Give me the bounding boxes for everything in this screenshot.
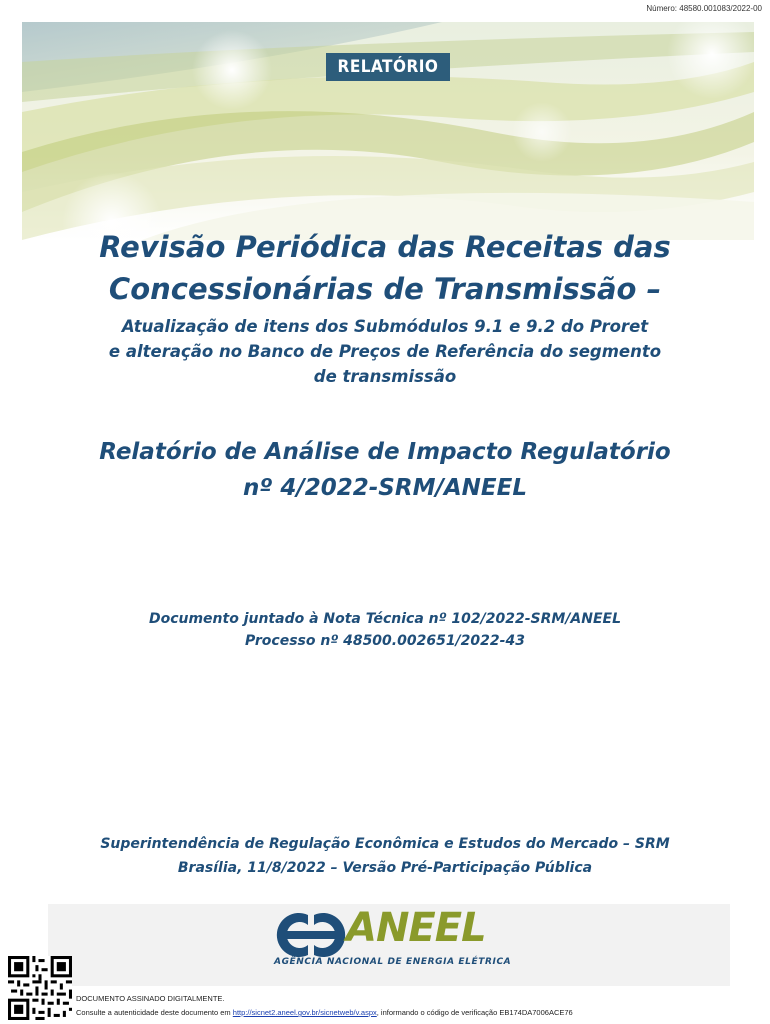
authenticity-notice — [76, 1008, 573, 1017]
footer-org — [0, 832, 770, 880]
subtitle-line-1: Atualização de itens dos Submódulos 9.1 e 9.2 do Proret — [121, 317, 649, 336]
subtitle-line-3: de transmissão — [313, 367, 457, 386]
qr-code-icon — [8, 956, 72, 1020]
signature-notice: DOCUMENTO ASSINADO DIGITALMENTE. — [76, 994, 225, 1003]
report-badge: RELATÓRIO — [326, 53, 450, 81]
logo-wordmark: ANEEL — [346, 905, 486, 951]
report-line-1: Relatório de Análise de Impacto Regulatório — [99, 439, 671, 465]
title-line-2: Concessionárias de Transmissão – — [108, 272, 662, 306]
subtitle-line-2: e alteração no Banco de Preços de Referência do segmento — [108, 342, 662, 361]
attachment-line-2: Processo nº 48500.002651/2022-43 — [245, 633, 525, 649]
authenticity-prefix: Consulte a autenticidade deste documento em — [76, 1008, 233, 1017]
report-heading — [0, 434, 770, 506]
document-number: Número: 48580.001083/2022-00 — [646, 4, 762, 13]
logo-subtitle: AGÊNCIA NACIONAL DE ENERGIA ELÉTRICA — [274, 957, 512, 967]
report-line-2: nº 4/2022-SRM/ANEEL — [242, 475, 527, 501]
authenticity-suffix: , informando o código de verificação EB174DA7006ACE76 — [376, 1008, 573, 1017]
footer-line-1: Superintendência de Regulação Econômica e Estudos do Mercado – SRM — [100, 836, 670, 852]
page-title — [0, 226, 770, 310]
attachment-info — [0, 608, 770, 652]
page-subtitle — [0, 314, 770, 389]
attachment-line-1: Documento juntado à Nota Técnica nº 102/2022-SRM/ANEEL — [148, 611, 622, 627]
title-line-1: Revisão Periódica das Receitas das — [99, 230, 671, 264]
footer-line-2: Brasília, 11/8/2022 – Versão Pré-Participação Pública — [177, 860, 593, 876]
verification-link[interactable]: http://sicnet2.aneel.gov.br/sicnetweb/v.aspx — [232, 1008, 377, 1017]
